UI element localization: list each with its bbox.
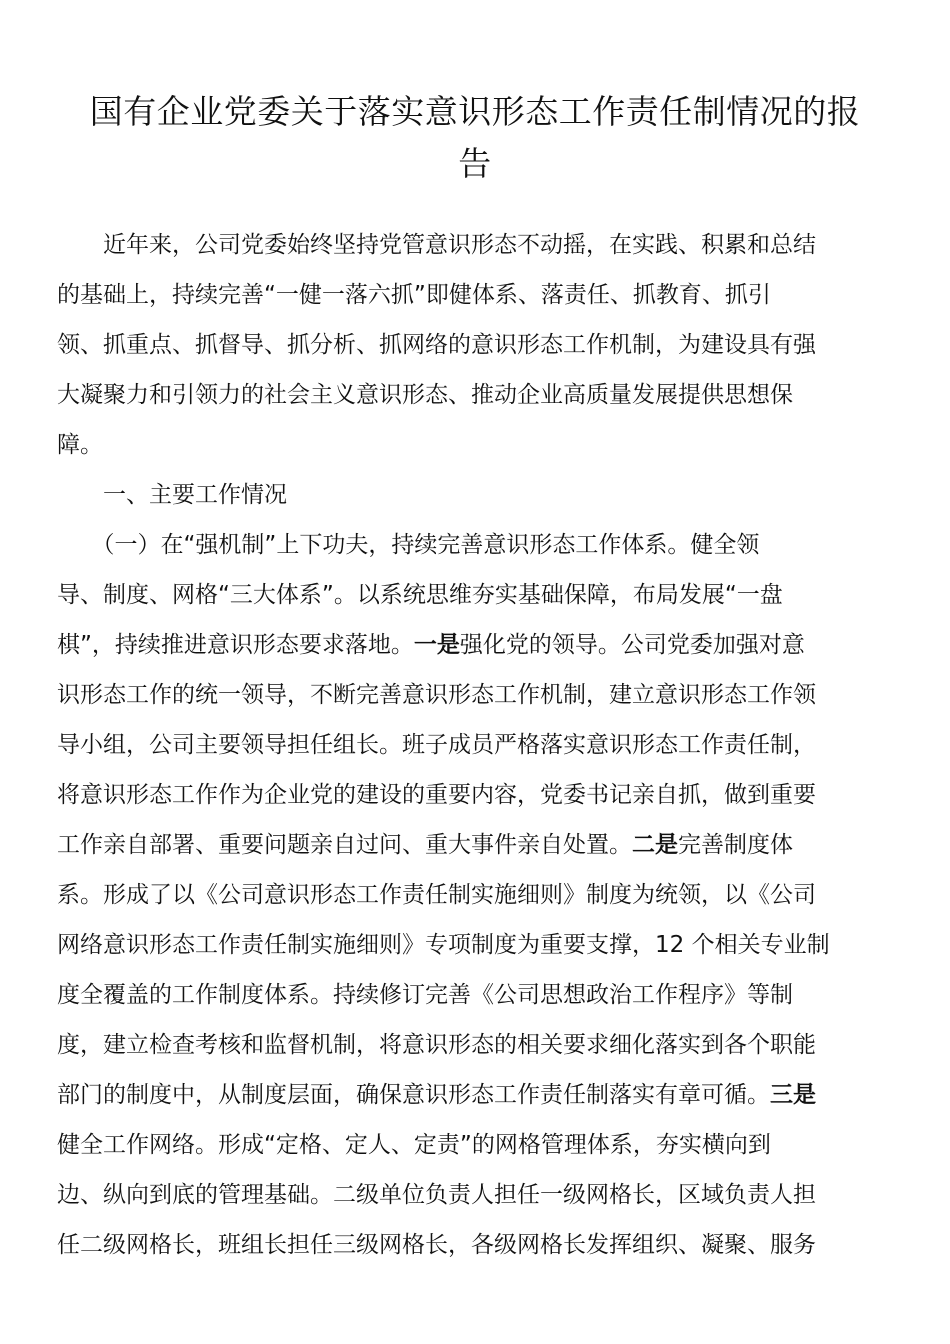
bold-marker: 二是 xyxy=(632,832,678,858)
text-line: 领、抓重点、抓督导、抓分析、抓网络的意识形态工作机制，为建设具有强 xyxy=(57,332,816,358)
text-line: 任二级网格长，班组长担任三级网格长，各级网格长发挥组织、凝聚、服务 xyxy=(57,1232,816,1258)
text-line: 网络意识形态工作责任制实施细则》专项制度为重要支撑，12 个相关专业制 xyxy=(57,932,830,958)
title-line-2: 告 xyxy=(458,144,492,184)
text-line: 障。 xyxy=(57,432,103,458)
text-run: 部门的制度中，从制度层面，确保意识形态工作责任制落实有章可循。 xyxy=(57,1082,770,1108)
text-line xyxy=(57,820,897,870)
text-line: （一）在“强机制”上下功夫，持续完善意识形态工作体系。健全领 xyxy=(57,532,760,558)
text-line xyxy=(57,1070,897,1120)
text-run: 完善制度体 xyxy=(678,832,793,858)
document-body xyxy=(57,220,897,1270)
text-line: 将意识形态工作作为企业党的建设的重要内容，党委书记亲自抓，做到重要 xyxy=(57,782,816,808)
text-line: 的基础上，持续完善“一健一落六抓”即健体系、落责任、抓教育、抓引 xyxy=(57,282,771,308)
text-line: 导小组，公司主要领导担任组长。班子成员严格落实意识形态工作责任制， xyxy=(57,732,816,758)
text-line: 近年来，公司党委始终坚持党管意识形态不动摇，在实践、积累和总结 xyxy=(57,232,816,258)
text-run: 强化党的领导。公司党委加强对意 xyxy=(459,632,805,658)
text-run: 工作亲自部署、重要问题亲自过问、重大事件亲自处置。 xyxy=(57,832,632,858)
section-1-paragraph xyxy=(57,520,897,1270)
bold-marker: 一是 xyxy=(413,632,460,658)
text-run: 棋”，持续推进意识形态要求落地。 xyxy=(57,632,414,658)
title-line-1: 国有企业党委关于落实意识形态工作责任制情况的报 xyxy=(89,92,861,132)
text-line: 导、制度、网格“三大体系”。以系统思维夯实基础保障，布局发展“一盘 xyxy=(57,582,783,608)
text-line xyxy=(57,620,897,670)
text-line: 大凝聚力和引领力的社会主义意识形态、推动企业高质量发展提供思想保 xyxy=(57,382,793,408)
text-line: 度全覆盖的工作制度体系。持续修订完善《公司思想政治工作程序》等制 xyxy=(57,982,793,1008)
section-heading: 一、主要工作情况 xyxy=(57,482,287,508)
text-line: 识形态工作的统一领导，不断完善意识形态工作机制，建立意识形态工作领 xyxy=(57,682,816,708)
text-line: 边、纵向到底的管理基础。二级单位负责人担任一级网格长，区域负责人担 xyxy=(57,1182,816,1208)
text-line: 度，建立检查考核和监督机制，将意识形态的相关要求细化落实到各个职能 xyxy=(57,1032,816,1058)
bold-marker: 三是 xyxy=(770,1082,816,1108)
text-line: 系。形成了以《公司意识形态工作责任制实施细则》制度为统领，以《公司 xyxy=(57,882,816,908)
page-title xyxy=(40,86,910,190)
intro-paragraph xyxy=(57,220,897,470)
text-line: 健全工作网络。形成“定格、定人、定责”的网格管理体系，夯实横向到 xyxy=(57,1132,771,1158)
